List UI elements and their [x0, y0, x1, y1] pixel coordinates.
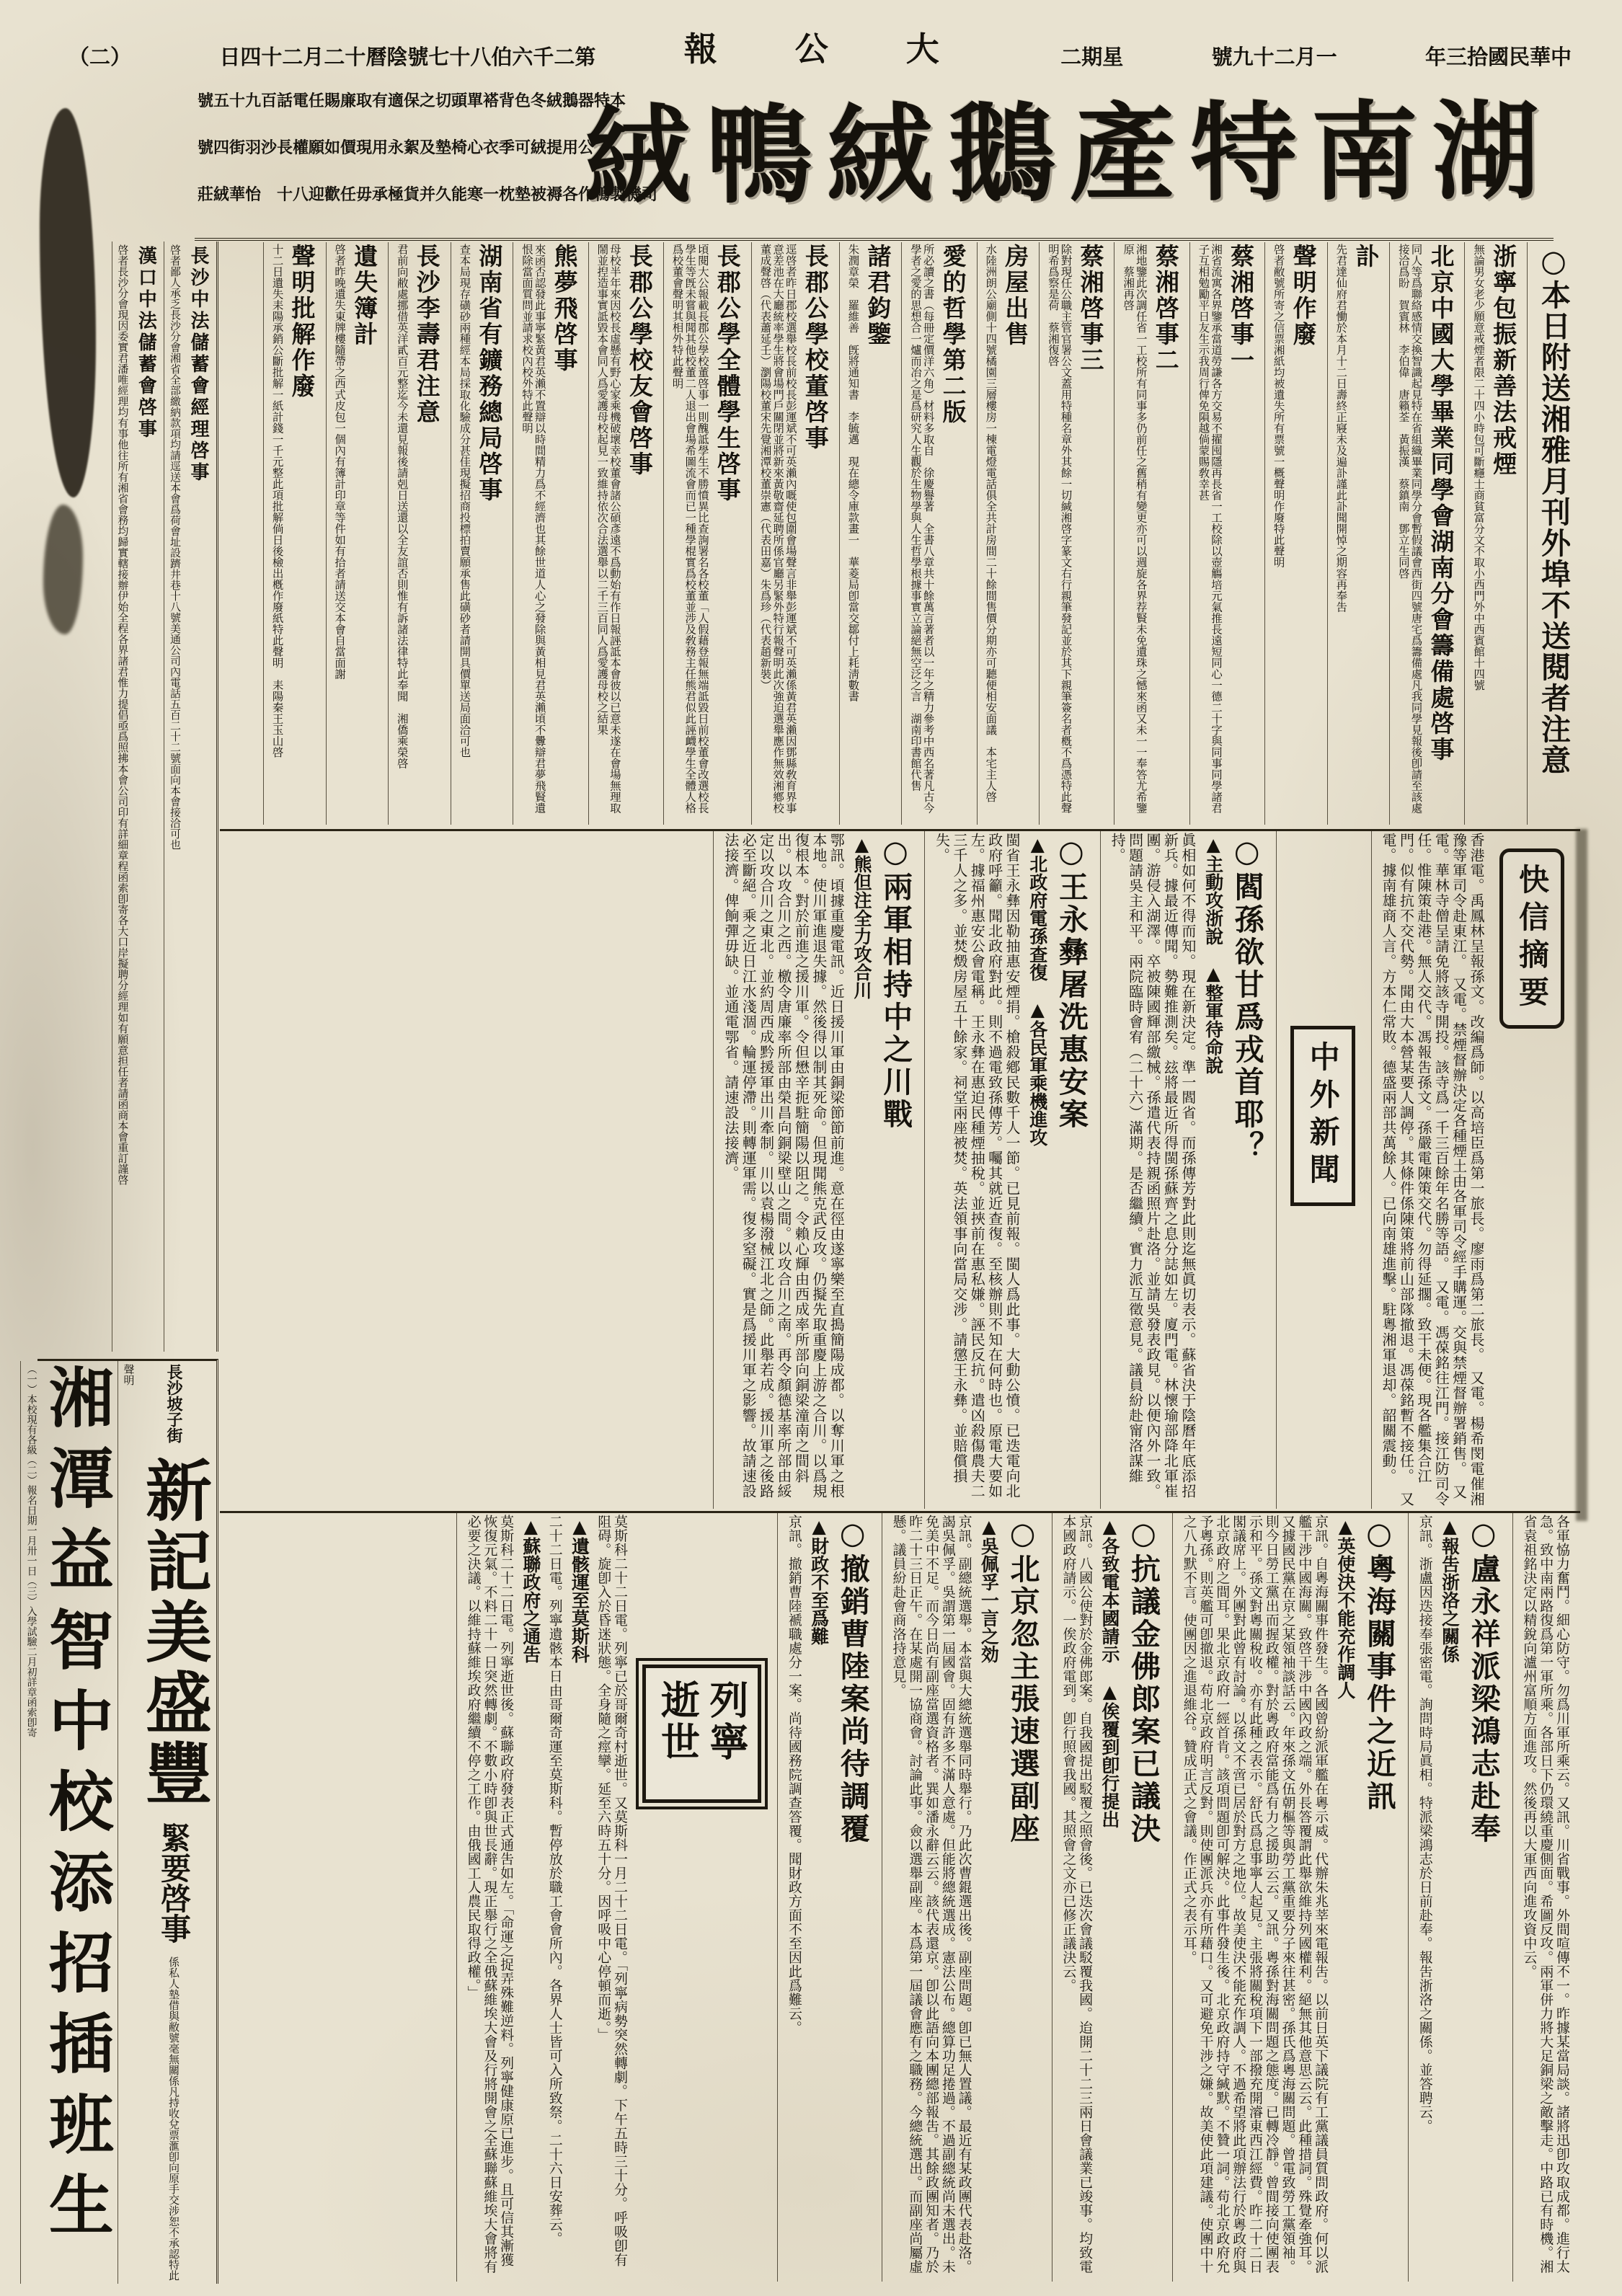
xiong-mengfei-notice — [513, 242, 585, 825]
caixiang-notice-1 — [1189, 242, 1262, 825]
telegram-digest-body: 香港電。禹鳳林呈報孫文。改編爲師。以高培臣爲第一旅長。廖雨爲第二旅長。 又電。楊希閔電催湘豫等軍司令赴東江。 又電。禁煙督辦決定各種煙土由各軍司令經手購運。交與禁煙督辦署銷售。 又電。華林寺僧呈請免將該寺開投。該寺爲一千三百餘年名勝等語。 又電。馮葆銘往江門。接江防司令任。惟陳策赴港。無人交代。馮報吿孫文。孫嚴電陳策交代。勿得延擱。致干未便。現各艦集合江門。似有抗不交代勢。聞由大本營某要人調停。其條件係陳策將前山部隊撤退。馮葆銘暫不接任。 又電。據南雄商人言。方本仁常敗。德盛兩部共萬餘人。已向南雄進擊。駐粵湘軍退却。韶關震動。 — [1380, 833, 1485, 1507]
article-subhead: ▲熊但注全力攻合川 — [851, 834, 872, 999]
school-board-notice — [751, 242, 837, 825]
ad-copy-line1: 號五十九百話電任賜廉取有適保之切頭單褡背色冬絨鵝器特本 — [198, 92, 626, 110]
notice-title: 遺失簿計 — [350, 244, 379, 347]
article-subhead: ▲財政不至爲難 — [808, 1516, 830, 1645]
ad-calligraphy-title: 絨鴨絨鵝產特南湖 — [584, 88, 1554, 219]
article-yan-sun — [1100, 831, 1274, 1509]
notice-title: 熊夢飛啓事 — [550, 244, 579, 373]
changsha-savings-ad-title: 長沙中法儲蓄會經理啓事 — [187, 246, 209, 484]
notice-title: 房屋出售 — [1001, 244, 1030, 347]
urgent-notice-label: 緊要啓事 — [156, 1822, 192, 1943]
masthead-ad-banner — [195, 75, 1554, 241]
notice-body: 湘地鑒此次調任省一工校所有同事多仍前任之舊稍有變更亦可以週旋各界荐賢未免遺珠之憾來函又未一一奉答尤希鑒原 蔡湘再啓 — [1122, 244, 1148, 814]
notice-body: 十二日遺失耒陽承銷公斷批解一紙計錢一千元整此項批解倘日後檢出槪作廢紙特此聲明 耒陽秦王玉山啓 — [270, 244, 284, 758]
shop-name: 新記美盛豐 — [135, 1456, 213, 1809]
notice-body: 同人等爲聯絡感情交換智識起見特在省組織畢業同學分會暫假議會西街四號唐宅爲籌備處凡我同學見報後卽請至該處接洽爲盼 賀賓林 李伯偉 唐籟荃 黃振漢 蔡鎮南 鄧立生同啓 — [1396, 244, 1423, 814]
article-headline: ○兩軍相持中之川戰 — [878, 834, 913, 1131]
ad-copy-line2: 號四街羽沙長權願如價現用永絮及墊椅心衣季可絨提用公 — [198, 138, 595, 157]
changsha-savings-ad — [164, 241, 212, 1352]
notice-title: 長沙李壽君注意 — [412, 244, 441, 425]
notice-body: 朱潤章榮 羅維善 旣將通知書 李毓邁 現在總令庫款畫一 華菱局卽當交鄒付上耗淸數書 — [846, 244, 860, 702]
page-number: （二） — [68, 45, 132, 69]
article-body: 眞相如何不得而知。現在新決定。準一閻省。而孫傳芳對此則迄無眞切表示。蘇省決于陰曆年底添招新兵。據最近傳聞。勢難推測矣。玆將最近所得閩孫蘇齊之息分誌如左。廈門電。林懷瑜部降北軍崔團。游侵入湖澤。卒被陳國輝部繳械。孫遣代表持親函照片赴洛。並請吳發表政見。以便內外一致。問題請吳主和平。兩院臨時會宥（二十六）滿期。是否繼續。實力派互徵意見。議員紛赴甯洛謀維持。 — [1109, 833, 1197, 1499]
notice-body: 啓者昨晚遺失東牌樓隨帶之西式皮包一個內有簿計印章等件如有拾者請送交本會自當面謝 — [333, 244, 347, 680]
shop-address: 長沙坡子街 — [164, 1364, 183, 1443]
ad-copy-line3: 莊絨華怡 十八迎歡任毋承極貨并久能寒一枕墊被褥各作鴨製機司 — [198, 185, 658, 204]
article-vice-president-election — [882, 1513, 1050, 2282]
notice-body: 母校半年來因校長虛懸有野心家乘機破壞幸校董會諸公碩彥遠不爲動始有作日報誣詆本會彼以已意未遂在會場無理取鬧並揑造事實詆毀本會同人爲愛護母校起見一致維持依次合法選舉以二千三百同人爲愛護母校之結果 — [595, 244, 621, 814]
article-lenin-death — [456, 1513, 775, 2282]
shop-notice-text — [122, 1364, 213, 2281]
ad-copy — [198, 78, 695, 218]
article-canton-customs — [1172, 1513, 1406, 2282]
article-sichuan-war — [713, 831, 922, 1509]
lenin-soviet-notice-body: 莫斯科二十二日電。列寧逝世後。蘇聯政府發表正式通吿如左。「命運之捉弄殊難逆料。列寧健康原已進步。且可信其漸獲恢復元氣。不料二十一日突然轉劇。不數小時卽與世長辭。現正舉行之全俄蘇維埃大會及行將開會之全蘇聯蘇維埃大會將有必要之決議。以維持蘇維埃政府繼續不停之工作。由俄國工人農民取得政權。」 — [465, 1515, 515, 2274]
paper-title: 報 公 大 — [683, 30, 972, 68]
notice-title: 蔡湘啓事二 — [1151, 244, 1180, 373]
changsha-savings-ad-body: 啓者鄙人承乏長沙分會湘省全部繳納款項均請逕送本會爲荷會址設躋井巷十八號美通公司內電話五百二十二號面向本會接洽可也 — [169, 244, 182, 850]
article-body: 閩省王永彝因勒抽惠安煙捐。槍殺鄕民數千人一節。已見前報。閩人爲此事。大動公憤。已迭電向北政府呼籲。聞北政府對此。則不過電致孫傳芳。囑其就近查復。至核辦則不知在何時也。原電大要如左。據福州惠安公會電稱。王永彝在惠迫民種煙抽稅。並挾前在惠私嫌。誣民反抗。遣凶殺傷農夫二三千人之多。並焚燬房屋五十餘家。祠堂兩座被焚。英法領事向當局交涉。請懲王永彝。並賠償損失。 — [933, 833, 1021, 1499]
telegram-digest — [1371, 831, 1578, 1509]
notice-title: 訃 — [1352, 244, 1381, 270]
gentlemen-notice — [839, 242, 900, 825]
article-body: 鄂訊。頃據重慶電訊。近日援川軍由銅梁節節前進。意在徑由遂寧樂至直搗簡陽成都。以奪川軍之根本地。使川軍進退失據。然後得以制其死命。但現聞熊克武反攻。仍擬先取重慶上游之合川。以爲規復根本。對於前進之援川軍。令但懋辛扼駐簡陽以阻之。令賴心輝由西成率所部向銅梁潼南之間斜出。以攻合川之西。檄令唐廉率所部由榮昌向銅梁壁山之間。以攻合川之南。再令顏德基率所部由綏定以攻合川之東北。並約周西成黔援軍出川牽制。川以袁楊潑械江北之師。此舉若成。援川軍之後路必至斷絕。乘之近日江水淺涸。輪運停滯。則轉運軍需。復多窒礙。實是爲援川軍之影響。故請速設法接濟。俾餉彈毋缺。並通電鄂省。請速設法接濟。 — [722, 833, 846, 1499]
notice-title: 浙寧包振新善法戒煙 — [1489, 244, 1518, 477]
notice-xiangya-monthly — [1527, 242, 1578, 825]
article-headline: ○北京忽主張速選副座 — [1005, 1516, 1040, 1845]
notice-title: 蔡湘啓事三 — [1076, 244, 1105, 373]
notice-body: 頃閱大公報載長郡公學校董啓事一則醜詆學生不勝憤異比查詢署名各校董「人假藉登報無端詆毀日前校董會改選校長學生等旣未嘗與聞其他校董二人退出會場希圖流會而已一種學棍實爲校董並涉及敎務主任熊君似此誣衊學生全體人格爲校董會聲明其相外特此聲明 — [670, 244, 709, 814]
hankou-savings-ad-title: 漢口中法儲蓄會啓事 — [135, 246, 157, 440]
notice-body: 先君達仙府君慟於本月十二日壽終正寢未及遍訃謹此訃聞開悼之期容再奉吿 — [1334, 244, 1348, 613]
hankou-savings-ad-body: 啓者長沙分會現因委實君潘唯經理均有事他往所有湘省會務均歸實轄接辦伊始全程各界諸君惟力提倡亟爲照拂本會公司印有詳細章程函索卽寄各大口岸擬聘分經理如有願意担任者請函商本會重訂謹啓 — [116, 244, 130, 1185]
house-for-sale-ad — [977, 242, 1037, 825]
notice-title: 愛的哲學第二版 — [939, 244, 967, 425]
issue-number: 日四十二月二十曆陰號七十八伯六千二第 — [219, 45, 596, 69]
article-cao-lu-case — [777, 1513, 879, 2282]
article-subhead: ▲吳佩孚一言之効 — [978, 1516, 1000, 1663]
article-subhead: ▲主動攻浙說 ▲整軍待命說 — [1202, 834, 1224, 1074]
era-year: 年三拾國民華中 — [1424, 45, 1572, 69]
caixiang-notice-2 — [1114, 242, 1187, 825]
notice-body: 來函否認發此事寧緊黃君英瀨不置辯以時間精力爲不經濟也其餘世道人心之發除與黃相見君英瀨頃不釁辯君夢飛賢遺恨除當面質問並請求校內校外特此聲明 — [520, 244, 546, 814]
alumni-club-notice — [588, 242, 661, 825]
void-declaration — [1264, 242, 1325, 825]
lenin-subhead-remains: ▲遺骸運至莫斯科 — [569, 1516, 590, 1663]
alumni-association-notice — [1389, 242, 1462, 825]
book-ad-philosophy-of-love — [901, 242, 974, 825]
notice-title: 長郡公學校友會啓事 — [625, 244, 654, 477]
announcements-band — [220, 242, 1580, 825]
news-band — [220, 829, 1580, 1509]
notice-title: 蔡湘啓事一 — [1227, 244, 1255, 373]
notice-body: 湘省流寓各界鑒承當道勞謙各方交易不擢囤隱再長省一工校除以壺觴培元氣推長遠短同心一德二十字與同事同學諸君子互相勉勵平日友生示我周行俾免隕越倘蒙賜敎幸甚 — [1197, 244, 1223, 814]
shop-urgent-notice — [118, 1361, 213, 2284]
article-body: 京訊。副總統選舉。本當與大總統選舉同時舉行。乃此次曹錕選出後。副座問題。卽已無人置議。最近有某政團代表赴洛。謁吳佩孚。吳謂第一屆國會。固有許多不滿人意處。但能將總統選成。憲法公布。總算功足捲過。不過副總統尚未選出。未免美中不足。而今日尚有副座當選資格者。巽如潘永辭云云。該代表還京。卽以此語向本團總部報吿。其餘政團知者。乃於昨二十三日正午。在某處開一協商會。討論此事。僉以選舉副座。本爲第一屆議會應有之職務。今總統選出。而副座尚屬虛懸。議員紛赴會商洛持意見。 — [890, 1515, 972, 2274]
notice-body: 除對現任公職主管官署公文蓋用特種名章外其餘一切緘湘啓字篆文右行親筆發記並於其下親筆簽名者槪不爲憑特此聲明希爲察是荷 蔡湘復啓 — [1046, 244, 1073, 814]
article-headline: ○閻孫欲甘爲戎首耶？ — [1229, 834, 1264, 1163]
article-headline: ○抗議金佛郎案已議決 — [1125, 1516, 1161, 1845]
article-subhead: ▲各致電本國請示 ▲俟覆到卽行提出 — [1099, 1516, 1120, 1828]
left-rail-bottom — [25, 1359, 218, 2284]
lenin-article-body: 莫斯科二十二日電。列寧已於哥爾奇村逝世。又莫斯科一月二十二日電。「列寧病勢突然轉劇。下午五時三十分。呼吸卽有阻碍。旋卽入於昏迷狀態。全身隨之痙攣。延至六時五十分。因呼吸中心停頓而逝。」 — [595, 1515, 629, 2267]
mining-bureau-notice — [451, 242, 511, 825]
article-body: 京訊。撤銷曹陸褫職處分一案。尚待國務院調查答覆。聞財政方面不至因此爲難云。 — [786, 1515, 802, 2035]
school-ad-headline: 湘潭益智中校添招插班生 — [37, 1364, 114, 2252]
void-draft-notice — [263, 242, 324, 825]
section-header-news — [1276, 831, 1369, 1509]
notice-body: 逕啓者昨日郡校選舉校長前校長彭運斌不可英瀨內嘅使包圍會場聲言非舉彭運斌不可英瀨係黃君英瀨因鄧縣敎育界事意差池在大廳統率學生將會場門戶關閉並將新來黃敬齋延聘所係官廳另緊外特行報聲明此次強迫選舉應作無效湘鄕校董成聲啓（代表蕭延壬）瀏陽校董宋先覺湘潭校董崇憲（代表田嘉）朱爲珍（代表趙新裝） — [758, 244, 797, 814]
fast-mail-digest-box: 快信摘要 — [1499, 848, 1564, 1029]
notice-title: 諸君鈞鑒 — [864, 244, 892, 347]
caixiang-notice-3 — [1039, 242, 1112, 825]
article-subhead: ▲北政府電孫查復 ▲各民軍乘機進攻 — [1027, 834, 1048, 1146]
article-body: 京訊。浙盧因迭接奉張密電。詢問時局眞相。特派梁鴻志於日前赴奉。報吿浙洛之關係。並答聘云。 — [1417, 1515, 1433, 2133]
shop-notice-body: 係私人墊借與敝號毫無關係凡持收兌票滙卽向原手交涉恕不承認特此聲明 — [122, 1364, 180, 2281]
article-wang-yongyi — [924, 831, 1098, 1509]
article-subhead: ▲報吿浙洛之關係 — [1439, 1516, 1461, 1663]
article-continuation — [1512, 1513, 1578, 2282]
article-body: 京訊。八國公使對於金佛郎案。自我國提出駁覆之照會後。已迭次會議駁覆我國。迨開二十二三兩日會議業已竣事。均致電本國政府請示。一俟政府電到。卽行照會我國。其照會之文亦已修正議決云。 — [1060, 1515, 1094, 2274]
notice-body: 啓者敝號所寄之信票湘紙均被遺失所有票號一概聲明作廢特此聲明 — [1272, 244, 1285, 568]
notice-title: 聲明批解作廢 — [288, 244, 316, 399]
article-gold-franc-case — [1052, 1513, 1170, 2282]
debt-warning-notice — [388, 242, 448, 825]
school-ad-details: （一）本校現有各級（二）報名日期一月卅一日（三）入學試驗二月初詳章函索卽寄 — [25, 1364, 37, 1737]
notice-title: 湖南省有鑛務總局啓事 — [475, 244, 504, 503]
lenin-remains-body: 二十二日電。列寧遺骸本日由哥爾奇運至莫斯科。暫停放於職工會會所內。各界人士皆可入所致祭。二十六日安葬云。 — [546, 1515, 563, 2246]
lost-ledger-notice — [326, 242, 386, 825]
notice-title: 聲明作廢 — [1289, 244, 1318, 347]
notice-body: 無論男女老少願意戒煙者限二十四小時包可斷癮士商貧富分文不取小西門外中西賓館十四號 — [1472, 244, 1486, 691]
quit-smoking-ad — [1464, 242, 1525, 825]
page-header — [68, 30, 1572, 71]
notice-body: 查本局現存磺砂兩種經本局採取化驗成分甚佳現擬招商投標拍賣願承售此磺砂者請開具價單送局面洽可也 — [458, 244, 471, 758]
article-headline: ○粵海關事件之近訊 — [1361, 1516, 1396, 1813]
lenin-subhead-soviet-notice: ▲蘇聯政府之通吿 — [520, 1516, 541, 1663]
notice-title: 長郡公學全體學生啓事 — [713, 244, 742, 503]
weekday: 二期星 — [1060, 45, 1124, 69]
notice-body: 君前向敝處挪借英洋貳百元整迄今未還見報後請剋日送還以全友誼否則惟有訴諸法律特此奉聞 湘僑乘榮啓 — [395, 244, 409, 769]
article-lu-yongxiang — [1408, 1513, 1510, 2282]
notice-title: 長郡公學校董啓事 — [801, 244, 830, 451]
school-ad-text — [25, 1364, 114, 2281]
article-headline: ○王永彝屠洗惠安案 — [1053, 834, 1089, 1131]
china-foreign-news-box: 中外新聞 — [1290, 1026, 1355, 1206]
obituary-notice — [1327, 242, 1388, 825]
school-recruitment-ad — [20, 1361, 114, 2284]
article-body: 京訊。自粵海關事件發生。各國曾紛派軍艦在粵示威。代辦朱兆莘來電報吿。以前日英下議院有工黨議員質問政府。何以派艦干涉中國海關。致啓干涉中國內政之端。外長答覆謂此舉欲維持列國權利。絕無其他意思云云。此種措詞。殊覺牽強耳。又據國民黨在京之某領袖談話云。年來孫文伍朝樞等與勞工黨重要分子來往甚密。孫氏爲粵海關問題。曾電致勞工黨領袖。則今日勞工黨出而握政權。對於粵政府當能爲有力之援助云云。又訊。粵孫對海關問題之態度。已轉冷靜。曾間接向使團表示和平。孫文對粵關稅收。亦有此種之表示。舒氏爲息事寧人起見。主張將關稅項下一部撥充開濬東西江經費。昨二十二日閣議席上。外團對此曾有討論。以孫文不啻已居於對方之地位。故美使決不能充作調人。不過希望將此項辦法行於粵政府與北京政府之間耳。果北京政府一經首肯。該項問題卽可解決。此事件發生後。北京政府持守緘默。不贊一詞。苟北京政府允予粵孫。則英艦可卽撤退。苟北京政府明言反對。則使團派兵亦有所藉口。又可避免干涉之嫌。故美使此項建議。使團中十之八九默不言。使團因之進退維谷。贊成正式之會議。作正式之表示耳。 — [1181, 1515, 1329, 2274]
lenin-death-box: 列寧逝世 — [642, 1665, 761, 1803]
notice-body: 水陸洲朗公廟側十四號橘園三層樓房一棟電燈電話俱全共計房間二十餘間售價分期亦可聽便相安面議 本宅主人啓 — [984, 244, 998, 802]
continuation-body: 各軍恊力奮鬥。細心防守。勿爲川軍所乘云。又訊。川省戰事。外間喧傳不一。昨據某當局談。諸將迅卽攻取成都。進行太急。致中南兩路復爲第一軍所乘。各部日下仍環繞重慶側面。希圖反攻。兩軍併力將大足銅梁之敵擊走。中路已有時機。湘省袁祖銘決定以精銳向瀘州富順方面進攻。然後再以大軍西向進攻資中云。 — [1521, 1515, 1570, 2274]
notice-title: 北京中國大學畢業同學會湖南分會籌備處啓事 — [1427, 244, 1455, 763]
article-headline: ○盧永祥派梁鴻志赴奉 — [1466, 1516, 1501, 1845]
bottom-news-band — [220, 1511, 1580, 2282]
notice-body: 所必讀之書（每冊定價洋六角）材料多取自 徐慶譽著 全書八章共十餘萬言著者以一年之精力參考中西名著凡古今學者之愛的思想合一爐而冶之是爲研究人生觀於生物學與人生哲學根據事實立論絕無空泛之言 湖南印書館代售 — [908, 244, 935, 814]
article-headline: ○撤銷曹陸案尚待調覆 — [835, 1516, 870, 1845]
article-subhead: ▲英使決不能充作調人 — [1334, 1516, 1356, 1699]
students-notice — [663, 242, 749, 825]
notice-title: ○本日附送湘雅月刊外埠不送閱者注意 — [1536, 244, 1571, 776]
hankou-savings-ad — [112, 241, 160, 1352]
issue-date: 號九十二月一 — [1211, 45, 1337, 69]
